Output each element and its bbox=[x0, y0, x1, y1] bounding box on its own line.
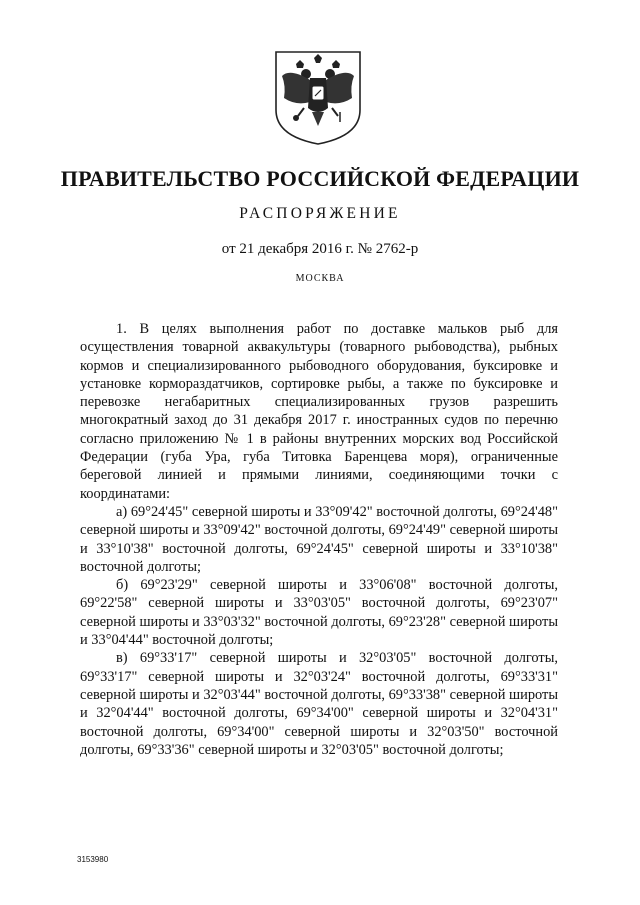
document-body bbox=[80, 320, 558, 759]
coordinates-item-b: б) 69°23'29" северной широты и 33°06'08" восточной долготы, 69°22'58" северной широты и 33°03'05" восточной долготы, 69°23'07" северной широты и 33°03'32" восточной долготы, 69°23'28" северной широты и 33°04'44" восточной долготы; bbox=[80, 577, 558, 649]
russian-coat-of-arms-icon bbox=[274, 50, 362, 146]
government-title: ПРАВИТЕЛЬСТВО РОССИЙСКОЙ ФЕДЕРАЦИИ bbox=[60, 166, 580, 191]
coordinates-item-c: в) 69°33'17" северной широты и 32°03'05" восточной долготы, 69°33'17" северной широты и 32°03'24" восточной долготы, 69°33'31" северной широты и 32°03'44" восточной долготы, 69°33'38" северной широты и 32°04'44" восточной долготы, 69°34'00" северной широты и 32°04'31" восточной долготы, 69°34'00" северной широты и 32°03'50" восточной долготы, 69°33'36" северной широты и 32°03'05" восточной долготы; bbox=[80, 650, 558, 758]
document-date-number: от 21 декабря 2016 г. № 2762-р bbox=[221, 241, 419, 257]
document-code: 3153980 bbox=[77, 855, 109, 864]
document-type: РАСПОРЯЖЕНИЕ bbox=[239, 205, 401, 222]
document-city: МОСКВА bbox=[295, 273, 345, 284]
coordinates-item-a: а) 69°24'45" северной широты и 33°09'42" восточной долготы, 69°24'48" северной широты и 33°09'42" восточной долготы, 69°24'49" северной широты и 33°10'38" восточной долготы, 69°24'45" северной широты и 33°10'38" восточной долготы; bbox=[80, 503, 558, 575]
paragraph-intro: 1. В целях выполнения работ по доставке мальков рыб для осуществления товарной аквакультуры (товарного рыбоводства), рыбных кормов и специализированного рыбоводного оборудования, буксировке и установке кормораздатчиков, сортировке рыбы, а также по буксировке и перевозке негабаритных специализированных грузов разрешить многократный заход до 31 декабря 2017 г. иностранных судов по перечню согласно приложению № 1 в районы внутренних морских вод Российской Федерации (губа Ура, губа Титовка Баренцева моря), ограниченные береговой линией и прямыми линиями, соединяющими точки с координатами: bbox=[80, 321, 558, 502]
